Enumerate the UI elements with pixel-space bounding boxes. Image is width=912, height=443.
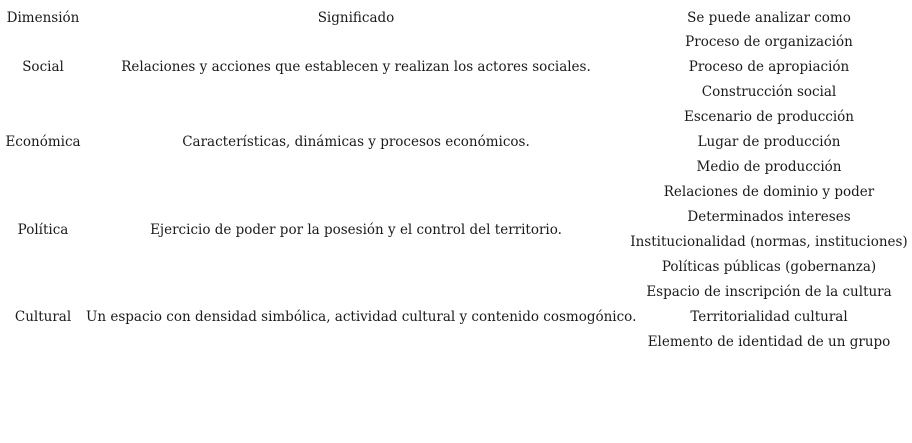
dimension-label: Económica — [5, 134, 81, 150]
meaning-cell — [86, 30, 626, 105]
header-row — [0, 5, 912, 30]
analysis-cell — [626, 30, 912, 105]
table-row-politica — [0, 180, 912, 280]
analysis-item: Construcción social — [701, 84, 837, 100]
dimension-cell — [0, 280, 86, 355]
dimension-label: Política — [17, 221, 69, 238]
analysis-item: Elemento de identidad de un grupo — [647, 334, 891, 350]
analysis-item: Escenario de producción — [683, 109, 854, 125]
table-row-cultural — [0, 280, 912, 355]
meaning-text: Un espacio con densidad simbólica, actividad cultural y contenido cosmogónico. — [86, 309, 637, 325]
dimension-cell — [0, 180, 86, 280]
analysis-cell — [626, 280, 912, 355]
header-meaning: Significado — [317, 9, 395, 26]
dimensions-table — [0, 5, 912, 355]
meaning-cell — [86, 180, 626, 280]
meaning-text: Características, dinámicas y procesos económicos. — [182, 134, 530, 150]
analysis-cell — [626, 105, 912, 180]
header-analysis: Se puede analizar como — [687, 9, 851, 26]
analysis-item: Territorialidad cultural — [690, 309, 848, 325]
analysis-item: Relaciones de dominio y poder — [663, 184, 875, 200]
table-body — [0, 30, 912, 355]
table-row-social — [0, 30, 912, 105]
meaning-cell — [86, 280, 637, 355]
analysis-item: Políticas públicas (gobernanza) — [661, 259, 877, 275]
dimension-cell — [0, 105, 86, 180]
header-dimension: Dimensión — [6, 9, 80, 26]
meaning-text: Relaciones y acciones que establecen y realizan los actores sociales. — [121, 59, 591, 75]
analysis-item: Medio de producción — [696, 159, 842, 175]
table-row-economica — [0, 105, 912, 180]
meaning-cell — [86, 105, 626, 180]
analysis-item: Determinados intereses — [687, 209, 851, 225]
analysis-item: Lugar de producción — [697, 134, 841, 150]
analysis-cell — [626, 180, 912, 280]
analysis-item: Proceso de organización — [685, 34, 853, 50]
dimension-label: Cultural — [14, 309, 72, 325]
analysis-item: Institucionalidad (normas, instituciones) — [630, 234, 908, 250]
dimension-cell — [0, 30, 86, 105]
meaning-text: Ejercicio de poder por la posesión y el control del territorio. — [150, 221, 562, 238]
analysis-item: Espacio de inscripción de la cultura — [646, 284, 892, 300]
analysis-item: Proceso de apropiación — [688, 59, 850, 75]
dimension-label: Social — [22, 59, 64, 75]
table-header — [0, 5, 912, 30]
